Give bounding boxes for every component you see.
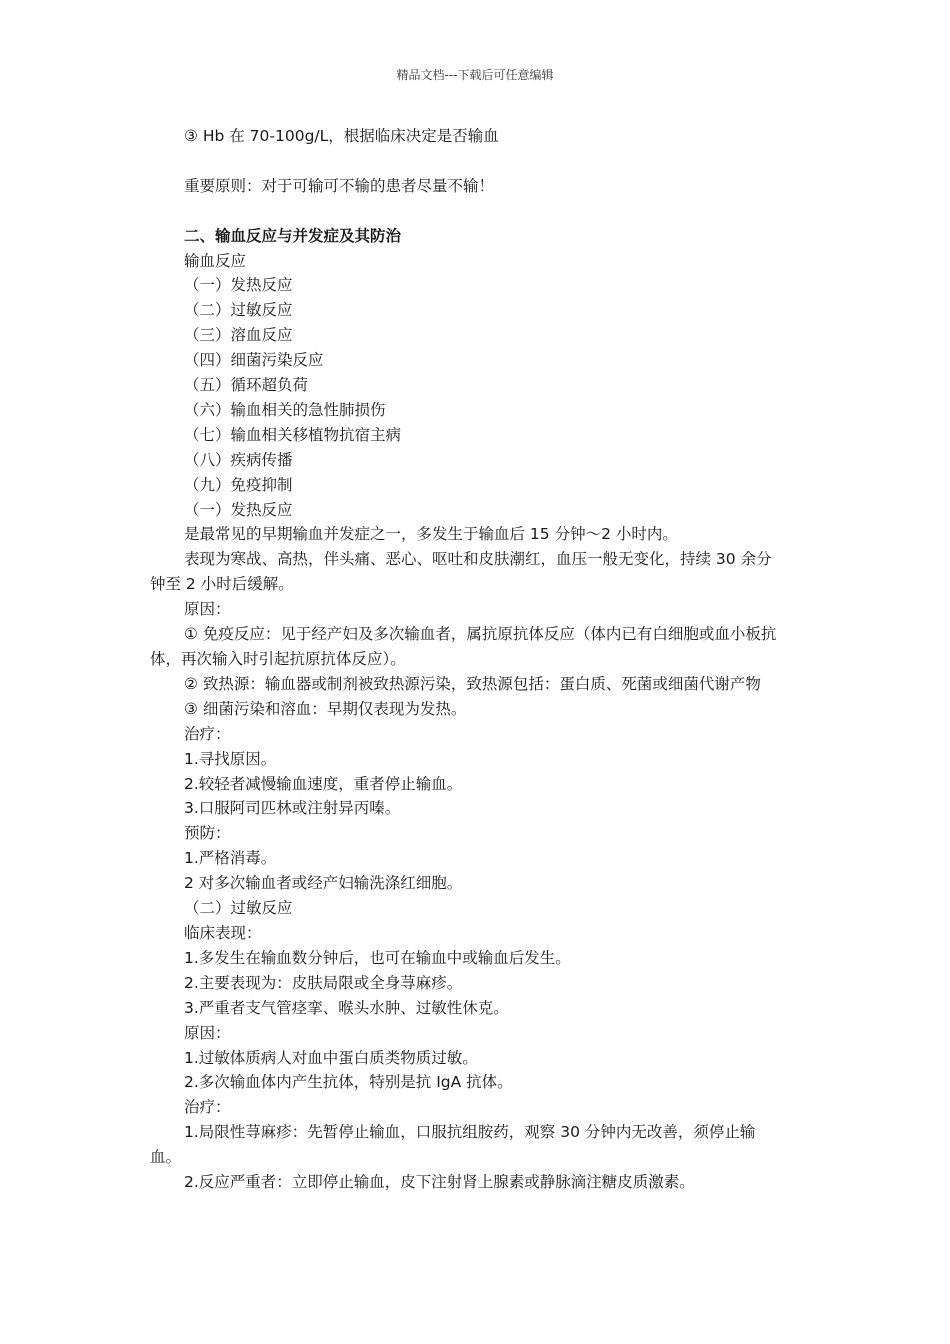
paragraph: 1.局限性荨麻疹：先暂停止输血，口服抗组胺药，观察 30 分钟内无改善，须停止输血。 bbox=[150, 1123, 756, 1167]
paragraph: ② 致热源：输血器或制剂被致热源污染，致热源包括：蛋白质、死菌或细菌代谢产物 bbox=[184, 674, 761, 693]
paragraph: 二、输血反应与并发症及其防治 bbox=[184, 226, 402, 245]
paragraph: （九）免疫抑制 bbox=[184, 475, 293, 494]
paragraph: （六）输血相关的急性肺损伤 bbox=[184, 400, 386, 419]
document-body bbox=[150, 124, 780, 1195]
paragraph: （八）疾病传播 bbox=[184, 450, 293, 469]
paragraph: 治疗： bbox=[184, 724, 231, 743]
paragraph: 1.严格消毒。 bbox=[184, 849, 277, 868]
paragraph: （七）输血相关移植物抗宿主病 bbox=[184, 425, 402, 444]
paragraph: 输血反应 bbox=[184, 251, 247, 270]
paragraph: 治疗： bbox=[184, 1098, 231, 1117]
blank-line bbox=[150, 149, 780, 174]
paragraph: 2.反应严重者：立即停止输血，皮下注射肾上腺素或静脉滴注糖皮质激素。 bbox=[184, 1173, 695, 1192]
paragraph: 1.过敏体质病人对血中蛋白质类物质过敏。 bbox=[184, 1048, 478, 1067]
paragraph: 3.严重者支气管痉挛、喉头水肿、过敏性休克。 bbox=[184, 998, 509, 1017]
paragraph: 2.主要表现为：皮肤局限或全身荨麻疹。 bbox=[184, 973, 463, 992]
paragraph: 2.多次输血体内产生抗体，特别是抗 IgA 抗体。 bbox=[184, 1073, 513, 1092]
paragraph: （二）过敏反应 bbox=[184, 899, 293, 918]
paragraph: ③ 细菌污染和溶血：早期仅表现为发热。 bbox=[184, 699, 467, 718]
paragraph: （五）循环超负荷 bbox=[184, 376, 309, 395]
paragraph: 2 对多次输血者或经产妇输洗涤红细胞。 bbox=[184, 874, 463, 893]
paragraph: 1.寻找原因。 bbox=[184, 749, 277, 768]
paragraph: 重要原则：对于可输可不输的患者尽量不输！ bbox=[184, 176, 495, 195]
paragraph: 表现为寒战、高热，伴头痛、恶心、呕吐和皮肤潮红，血压一般无变化，持续 30 余分钟至 2 小时后缓解。 bbox=[150, 550, 772, 594]
paragraph: 2.较轻者减慢输血速度，重者停止输血。 bbox=[184, 774, 463, 793]
paragraph: （四）细菌污染反应 bbox=[184, 351, 324, 370]
paragraph: 是最常见的早期输血并发症之一，多发生于输血后 15 分钟～2 小时内。 bbox=[184, 525, 678, 544]
paragraph: （三）溶血反应 bbox=[184, 326, 293, 345]
page-header: 精品文档---下载后可任意编辑 bbox=[396, 68, 554, 82]
paragraph: （一）发热反应 bbox=[184, 500, 293, 519]
paragraph: 1.多发生在输血数分钟后，也可在输血中或输血后发生。 bbox=[184, 948, 571, 967]
paragraph: 原因： bbox=[184, 600, 231, 619]
blank-line bbox=[150, 199, 780, 224]
paragraph: ③ Hb 在 70-100g/L，根据临床决定是否输血 bbox=[184, 127, 499, 145]
paragraph: 原因： bbox=[184, 1023, 231, 1042]
paragraph: （二）过敏反应 bbox=[184, 301, 293, 320]
paragraph: （一）发热反应 bbox=[184, 276, 293, 295]
paragraph: 临床表现： bbox=[184, 923, 262, 942]
paragraph: ① 免疫反应：见于经产妇及多次输血者，属抗原抗体反应（体内已有白细胞或血小板抗体，再次输入时引起抗原抗体反应）。 bbox=[150, 625, 777, 668]
paragraph: 3.口服阿司匹林或注射异丙嗪。 bbox=[184, 799, 401, 818]
paragraph: 预防： bbox=[184, 824, 231, 843]
